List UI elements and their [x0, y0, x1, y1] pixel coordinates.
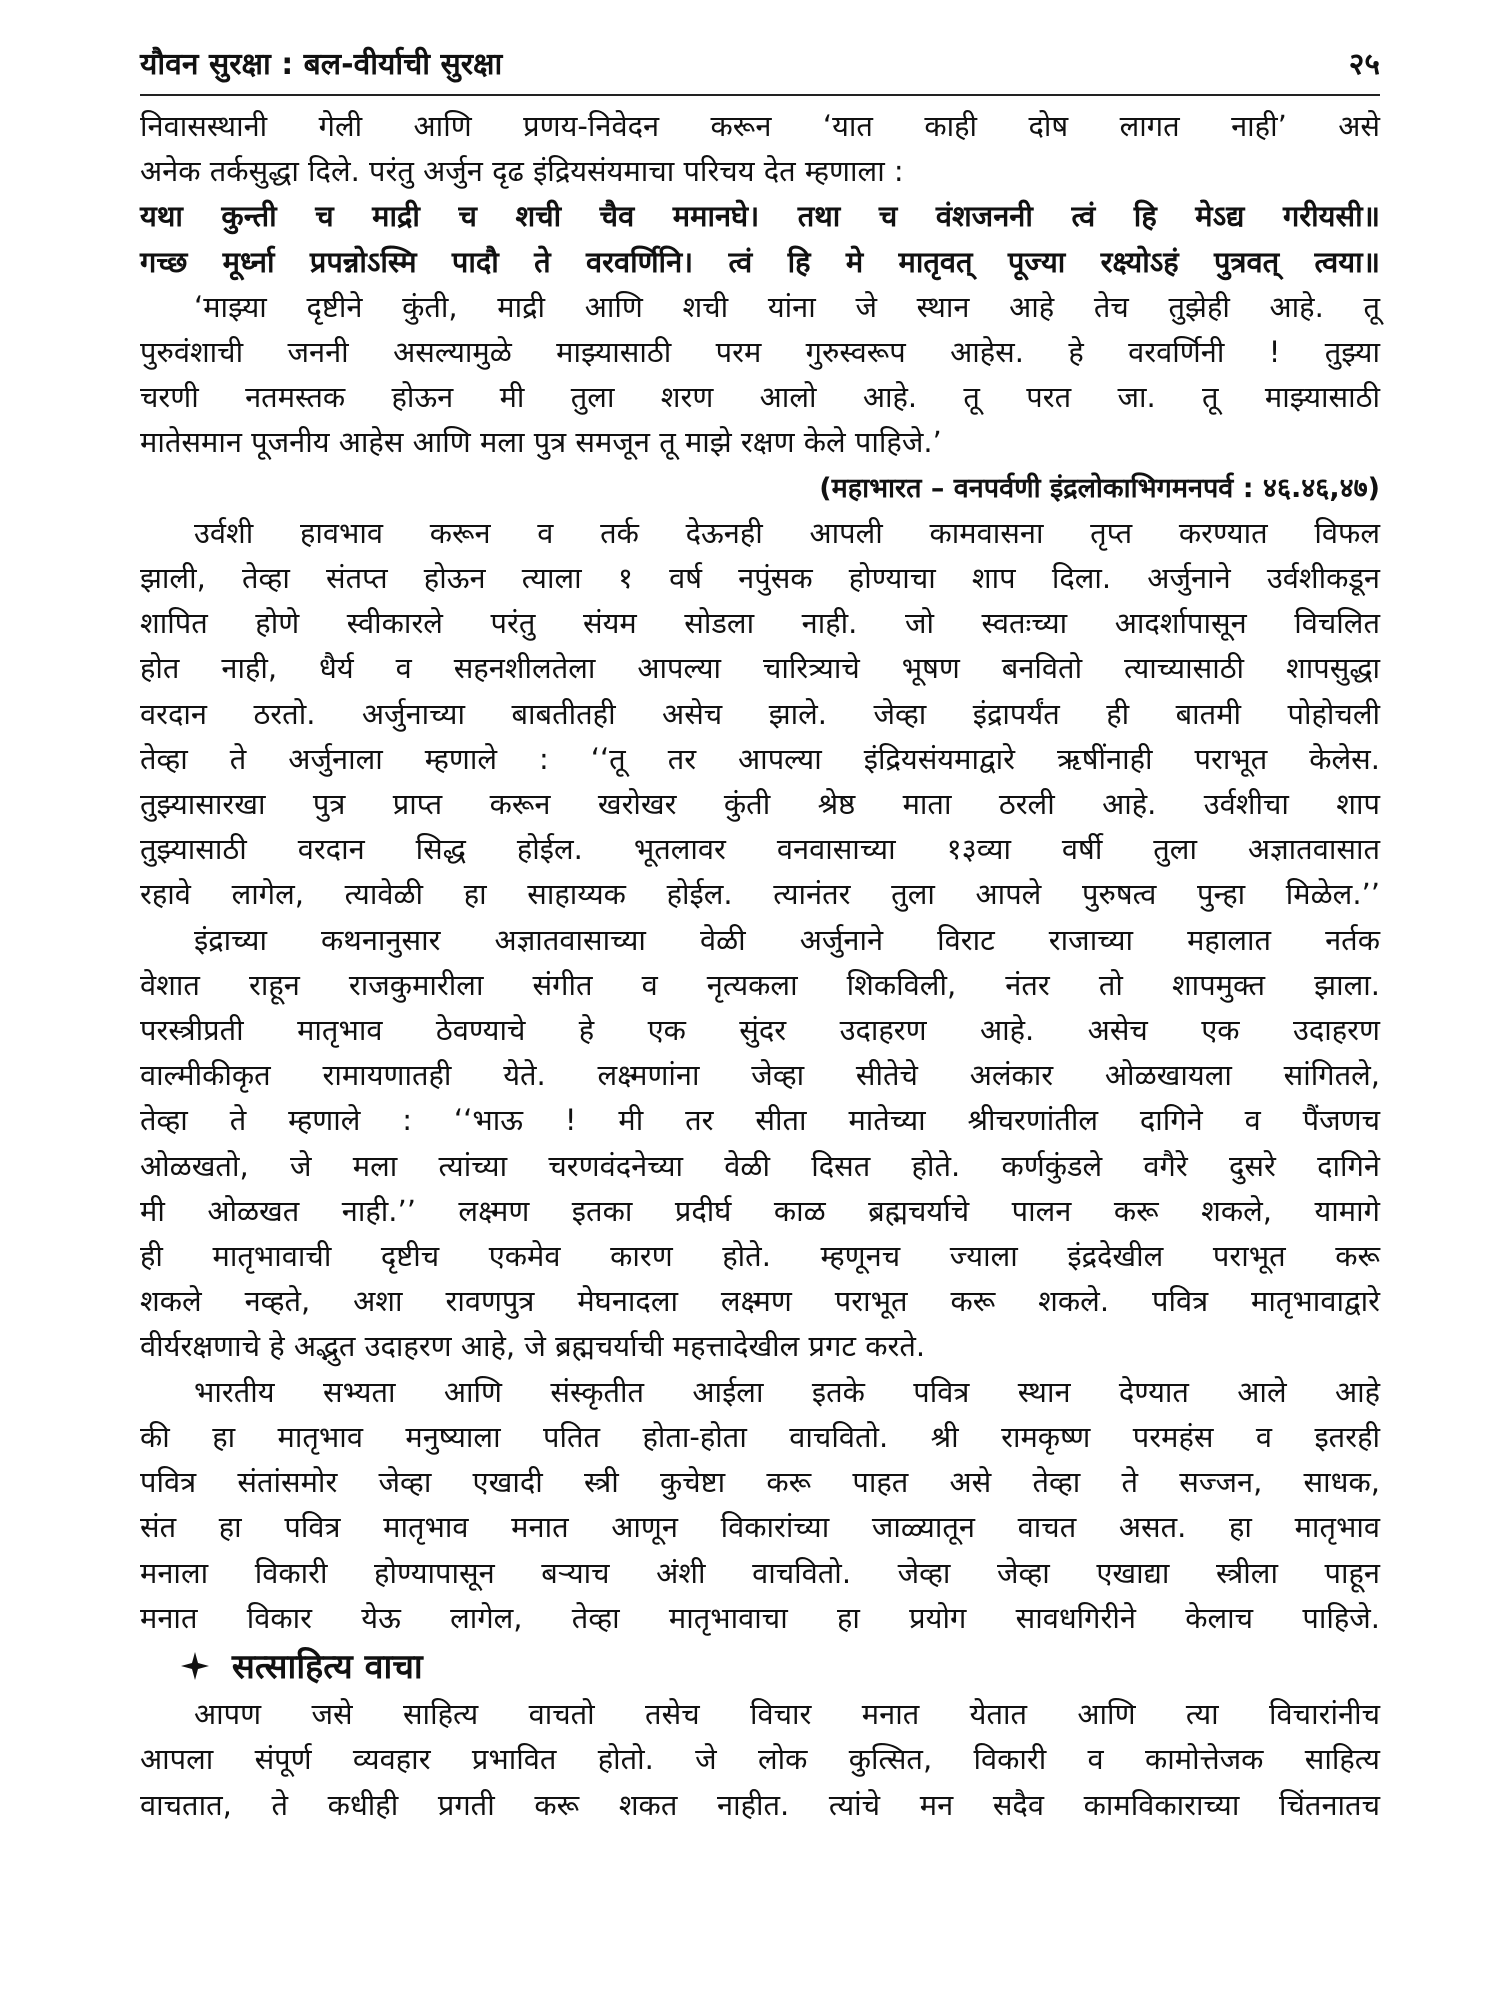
text-line: तुझ्यासारखा पुत्र प्राप्त करून खरोखर कुंती श्रेष्ठ माता ठरली आहे. उर्वशीचा शाप	[140, 787, 1380, 822]
text-line: इंद्राच्या कथनानुसार अज्ञातवासाच्या वेळी अर्जुनाने विराट राजाच्या महालात नर्तक	[194, 922, 1380, 957]
page-number: २५	[1348, 47, 1380, 82]
text-line: वाल्मीकीकृत रामायणातही येते. लक्ष्मणांना जेव्हा सीतेचे अलंकार ओळखायला सांगितले,	[140, 1058, 1380, 1093]
text-line: तेव्हा ते अर्जुनाला म्हणाले : ‘‘तू तर आपल्या इंद्रियसंयमाद्वारे ऋषींनाही पराभूत केलेस.	[140, 741, 1380, 776]
text-line: मनाला विकारी होण्यापासून बऱ्याच अंशी वाचवितो. जेव्हा जेव्हा एखाद्या स्त्रीला पाहून	[140, 1555, 1380, 1590]
text-line: वीर्यरक्षणाचे हे अद्भुत उदाहरण आहे, जे ब्रह्मचर्याची महत्तादेखील प्रगट करते.	[140, 1329, 926, 1364]
text-line: ही मातृभावाची दृष्टीच एकमेव कारण होते. म्हणूनच ज्याला इंद्रदेखील पराभूत करू	[140, 1239, 1380, 1274]
text-line: मनात विकार येऊ लागेल, तेव्हा मातृभावाचा हा प्रयोग सावधगिरीने केलाच पाहिजे.	[140, 1600, 1380, 1635]
section-heading	[140, 1645, 1380, 1690]
verse-line: यथा कुन्ती च माद्री च शची चैव ममानघे। तथा च वंशजननी त्वं हि मेऽद्य गरीयसी॥	[140, 199, 1380, 234]
text-line: पवित्र संतांसमोर जेव्हा एखादी स्त्री कुचेष्टा करू पाहत असे तेव्हा ते सज्जन, साधक,	[140, 1465, 1380, 1500]
text-line: होत नाही, धैर्य व सहनशीलतेला आपल्या चारित्र्याचे भूषण बनवितो त्याच्यासाठी शापसुद्धा	[140, 651, 1380, 686]
text-line: संत हा पवित्र मातृभाव मनात आणून विकारांच्या जाळ्यातून वाचत असत. हा मातृभाव	[140, 1510, 1380, 1545]
text-line: रहावे लागेल, त्यावेळी हा साहाय्यक होईल. त्यानंतर तुला आपले पुरुषत्व पुन्हा मिळेल.’’	[140, 877, 1380, 912]
text-line: आपला संपूर्ण व्यवहार प्रभावित होतो. जे लोक कुत्सित, विकारी व कामोत्तेजक साहित्य	[140, 1742, 1380, 1777]
running-title: यौवन सुरक्षा : बल-वीर्याची सुरक्षा	[140, 47, 503, 82]
text-line: आपण जसे साहित्य वाचतो तसेच विचार मनात येतात आणि त्या विचारांनीच	[194, 1697, 1380, 1732]
text-line: वेशात राहून राजकुमारीला संगीत व नृत्यकला शिकविली, नंतर तो शापमुक्त झाला.	[140, 967, 1380, 1002]
verse-line: गच्छ मूर्ध्ना प्रपन्नोऽस्मि पादौ ते वरवर्णिनि। त्वं हि मे मातृवत् पूज्या रक्ष्योऽहं पुत्रवत् त्वया॥	[140, 244, 1380, 279]
text-line: पुरुवंशाची जननी असल्यामुळे माझ्यासाठी परम गुरुस्वरूप आहेस. हे वरवर्णिनी ! तुझ्या	[140, 335, 1380, 370]
text-line: तुझ्यासाठी वरदान सिद्ध होईल. भूतलावर वनवासाच्या १३व्या वर्षी तुला अज्ञातवासात	[140, 832, 1380, 867]
body-text	[140, 104, 1380, 1828]
citation-line: (महाभारत – वनपर्वणी इंद्रलोकाभिगमनपर्व : ४६.४६,४७)	[819, 472, 1380, 504]
text-line: मातेसमान पूजनीय आहेस आणि मला पुत्र समजून तू माझे रक्षण केले पाहिजे.’	[140, 425, 942, 460]
four-point-star-icon	[180, 1651, 210, 1681]
text-line: भारतीय सभ्यता आणि संस्कृतीत आईला इतके पवित्र स्थान देण्यात आले आहे	[194, 1374, 1380, 1409]
text-line: तेव्हा ते म्हणाले : ‘‘भाऊ ! मी तर सीता मातेच्या श्रीचरणांतील दागिने व पैंजणच	[140, 1103, 1380, 1138]
text-line: शापित होणे स्वीकारले परंतु संयम सोडला नाही. जो स्वतःच्या आदर्शापासून विचलित	[140, 606, 1380, 641]
text-line: झाली, तेव्हा संतप्त होऊन त्याला १ वर्ष नपुंसक होण्याचा शाप दिला. अर्जुनाने उर्वशीकडून	[140, 561, 1380, 596]
text-line: वरदान ठरतो. अर्जुनाच्या बाबतीतही असेच झाले. जेव्हा इंद्रापर्यंत ही बातमी पोहोचली	[140, 696, 1380, 731]
text-line: चरणी नतमस्तक होऊन मी तुला शरण आलो आहे. तू परत जा. तू माझ्यासाठी	[140, 380, 1380, 415]
page-header	[140, 38, 1380, 96]
text-line: ‘माझ्या दृष्टीने कुंती, माद्री आणि शची यांना जे स्थान आहे तेच तुझेही आहे. तू	[194, 289, 1380, 324]
section-heading-text: सत्साहित्य वाचा	[231, 1646, 423, 1687]
text-line: निवासस्थानी गेली आणि प्रणय-निवेदन करून ‘यात काही दोष लागत नाही’ असे	[140, 109, 1380, 143]
text-line: शकले नव्हते, अशा रावणपुत्र मेघनादला लक्ष्मण पराभूत करू शकले. पवित्र मातृभावाद्वारे	[140, 1284, 1380, 1319]
text-line: की हा मातृभाव मनुष्याला पतित होता-होता वाचवितो. श्री रामकृष्ण परमहंस व इतरही	[140, 1419, 1380, 1454]
text-line: उर्वशी हावभाव करून व तर्क देऊनही आपली कामवासना तृप्त करण्यात विफल	[194, 515, 1380, 550]
text-line: परस्त्रीप्रती मातृभाव ठेवण्याचे हे एक सुंदर उदाहरण आहे. असेच एक उदाहरण	[140, 1013, 1380, 1048]
text-line: मी ओळखत नाही.’’ लक्ष्मण इतका प्रदीर्घ काळ ब्रह्मचर्याचे पालन करू शकले, यामागे	[140, 1193, 1380, 1228]
text-line: ओळखतो, जे मला त्यांच्या चरणवंदनेच्या वेळी दिसत होते. कर्णकुंडले वगैरे दुसरे दागिने	[140, 1148, 1380, 1183]
text-line: अनेक तर्कसुद्धा दिले. परंतु अर्जुन दृढ इंद्रियसंयमाचा परिचय देत म्हणाला :	[140, 154, 904, 189]
text-line: वाचतात, ते कधीही प्रगती करू शकत नाहीत. त्यांचे मन सदैव कामविकाराच्या चिंतनातच	[140, 1787, 1380, 1822]
section-paragraph	[140, 1692, 1380, 1828]
main-paragraphs	[140, 104, 1380, 1641]
